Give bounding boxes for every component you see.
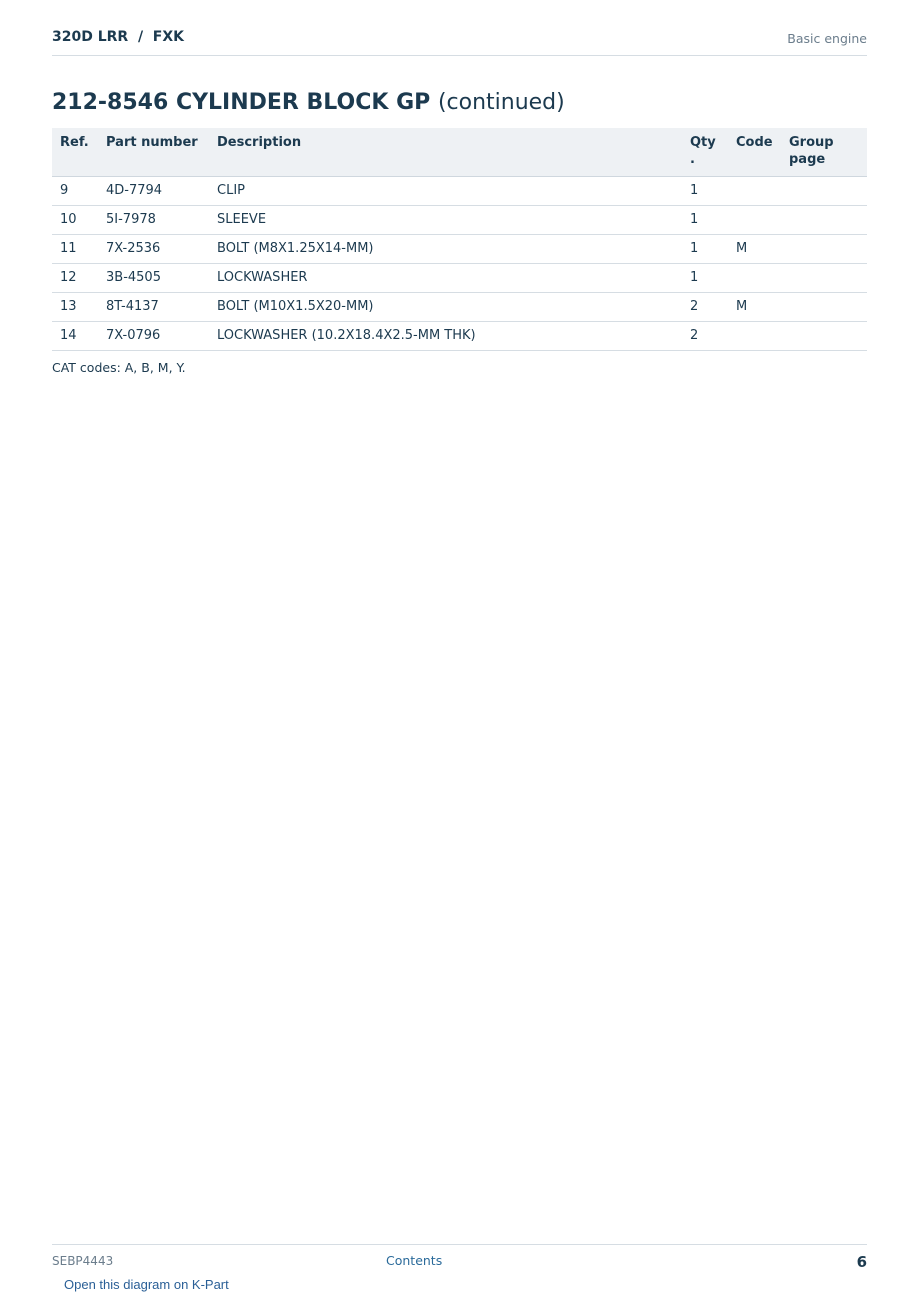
cell-part-number: 3B-4505 — [98, 264, 209, 293]
cell-group-page — [781, 322, 867, 351]
document-page — [52, 0, 867, 1300]
cell-part-number: 4D-7794 — [98, 177, 209, 206]
cell-ref: 11 — [52, 235, 98, 264]
cell-description: BOLT (M8X1.25X14-MM) — [209, 235, 682, 264]
cell-code — [728, 322, 781, 351]
cell-ref: 12 — [52, 264, 98, 293]
cell-description: BOLT (M10X1.5X20-MM) — [209, 293, 682, 322]
cell-code: M — [728, 235, 781, 264]
column-header-description: Description — [209, 128, 682, 177]
cell-code — [728, 206, 781, 235]
open-kpart-link[interactable]: Open this diagram on K-Part — [64, 1277, 229, 1292]
cat-codes-note: CAT codes: A, B, M, Y. — [52, 360, 186, 375]
cell-code — [728, 177, 781, 206]
cell-ref: 9 — [52, 177, 98, 206]
page-number: 6 — [856, 1253, 867, 1271]
page-header — [52, 28, 867, 56]
contents-link[interactable]: Contents — [386, 1253, 443, 1268]
section-label: Basic engine — [787, 31, 867, 46]
cell-group-page — [781, 206, 867, 235]
cell-description: LOCKWASHER — [209, 264, 682, 293]
table-row — [52, 177, 867, 206]
column-header-group-page — [781, 128, 867, 177]
table-row — [52, 322, 867, 351]
cell-group-page — [781, 177, 867, 206]
group-title: 212-8546 CYLINDER BLOCK GP — [52, 90, 431, 115]
column-header-qty — [682, 128, 728, 177]
cell-group-page — [781, 293, 867, 322]
cell-part-number: 7X-0796 — [98, 322, 209, 351]
parts-table — [52, 128, 867, 351]
cell-qty: 1 — [682, 264, 728, 293]
cell-code: M — [728, 293, 781, 322]
table-row — [52, 293, 867, 322]
cell-part-number: 5I-7978 — [98, 206, 209, 235]
cell-part-number: 8T-4137 — [98, 293, 209, 322]
table-row — [52, 235, 867, 264]
cell-qty: 1 — [682, 177, 728, 206]
column-header-ref: Ref. — [52, 128, 98, 177]
cell-qty: 1 — [682, 235, 728, 264]
table-header-row — [52, 128, 867, 177]
column-header-code: Code — [728, 128, 781, 177]
cell-qty: 1 — [682, 206, 728, 235]
cell-qty: 2 — [682, 293, 728, 322]
cell-code — [728, 264, 781, 293]
cell-description: CLIP — [209, 177, 682, 206]
group-header-line1: Group — [789, 135, 834, 150]
table-row — [52, 264, 867, 293]
qty-header-line1: Qty — [690, 135, 716, 150]
cell-part-number: 7X-2536 — [98, 235, 209, 264]
cell-description: LOCKWASHER (10.2X18.4X2.5-MM THK) — [209, 322, 682, 351]
cell-ref: 14 — [52, 322, 98, 351]
qty-header-line2: . — [690, 152, 695, 167]
cell-description: SLEEVE — [209, 206, 682, 235]
group-header-line2: page — [789, 152, 826, 167]
cell-group-page — [781, 235, 867, 264]
cell-qty: 2 — [682, 322, 728, 351]
title-suffix: (continued) — [437, 90, 565, 115]
document-id: SEBP4443 — [52, 1254, 114, 1268]
cell-ref: 10 — [52, 206, 98, 235]
table-row — [52, 206, 867, 235]
column-header-part-number: Part number — [98, 128, 209, 177]
cell-ref: 13 — [52, 293, 98, 322]
page-footer — [52, 1244, 867, 1301]
cell-group-page — [781, 264, 867, 293]
model-label: 320D LRR / FXK — [52, 29, 185, 45]
page-title — [52, 90, 565, 115]
